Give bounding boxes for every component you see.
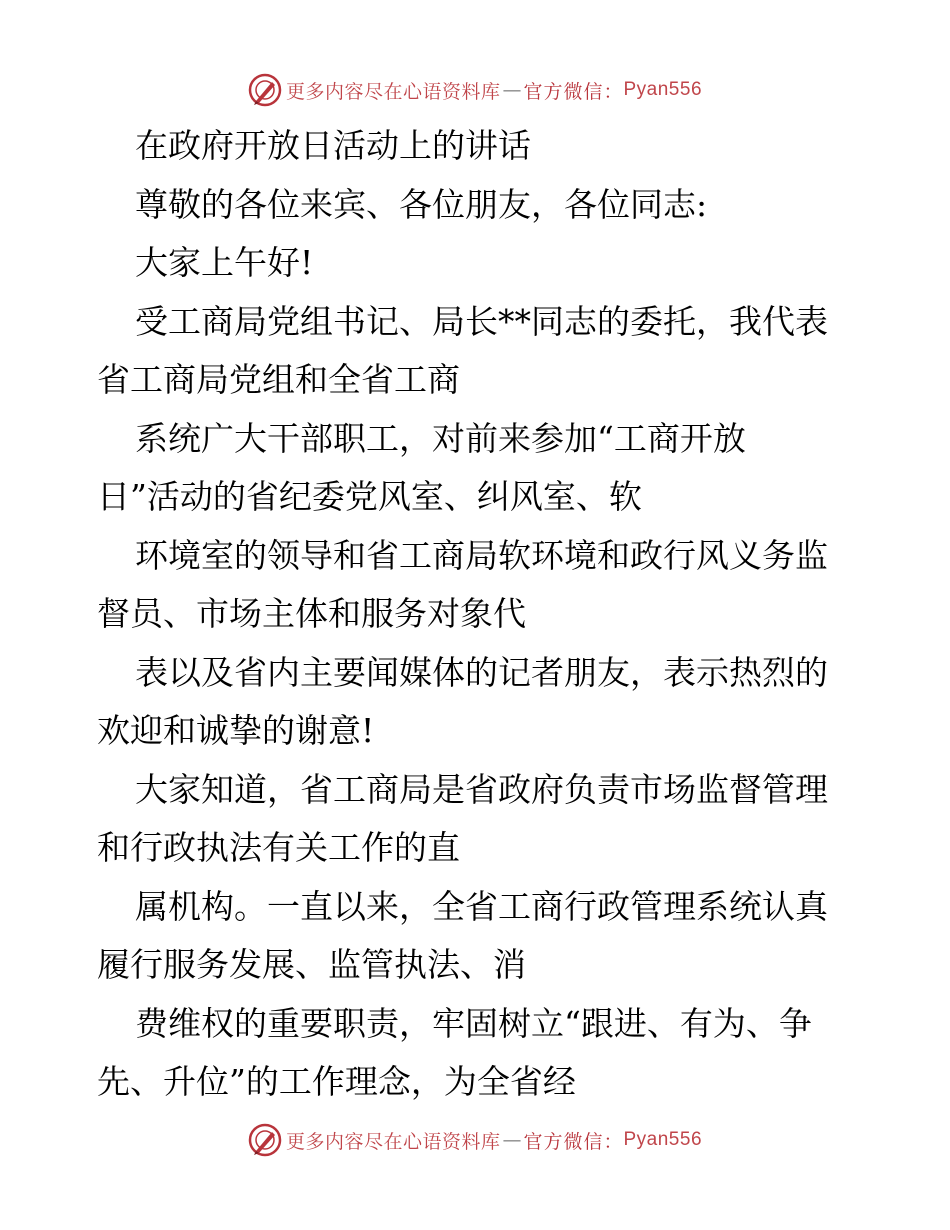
watermark-text: 更多内容尽在心语资料库 [285, 80, 501, 103]
text-line: 费维权的重要职责，牢固树立“跟进、有为、争 [135, 1003, 812, 1043]
text-line: 履行服务发展、监管执法、消 [97, 945, 526, 984]
pen-logo-icon [248, 73, 282, 107]
text-line: 欢迎和诚挚的谢意! [97, 711, 375, 750]
pen-logo-icon [248, 1123, 282, 1157]
watermark-text: 更多内容尽在心语资料库 [285, 1130, 501, 1153]
text-line: 大家知道，省工商局是省政府负责市场监督管理 [135, 769, 828, 809]
header-watermark [0, 70, 950, 110]
watermark-wechat-label: 官方微信： [523, 80, 624, 103]
text-line: 省工商局党组和全省工商 [97, 360, 460, 399]
watermark-separator: — [502, 79, 522, 101]
text-line: 属机构。一直以来，全省工商行政管理系统认真 [135, 886, 828, 926]
watermark-wechat-id: Pyan556 [623, 79, 703, 100]
text-line: 大家上午好! [135, 243, 314, 282]
document-body [97, 117, 857, 1112]
text-line: 日”活动的省纪委党风室、纠风室、软 [97, 477, 642, 516]
text-line: 和行政执法有关工作的直 [97, 828, 460, 867]
watermark-wechat-id: Pyan556 [623, 1129, 703, 1150]
footer-watermark [0, 1120, 950, 1160]
text-line: 尊敬的各位来宾、各位朋友，各位同志: [135, 184, 708, 224]
text-line: 系统广大干部职工，对前来参加“工商开放 [135, 418, 746, 458]
text-line: 环境室的领导和省工商局软环境和政行风义务监 [135, 535, 828, 575]
text-line: 在政府开放日活动上的讲话 [135, 126, 531, 165]
text-line: 表以及省内主要闻媒体的记者朋友，表示热烈的 [135, 652, 828, 692]
watermark-wechat-label: 官方微信： [523, 1130, 624, 1153]
watermark-separator: — [502, 1129, 522, 1151]
text-line: 先、升位”的工作理念，为全省经 [97, 1062, 576, 1101]
text-line: 督员、市场主体和服务对象代 [97, 594, 526, 633]
text-line: 受工商局党组书记、局长**同志的委托，我代表 [135, 301, 828, 341]
